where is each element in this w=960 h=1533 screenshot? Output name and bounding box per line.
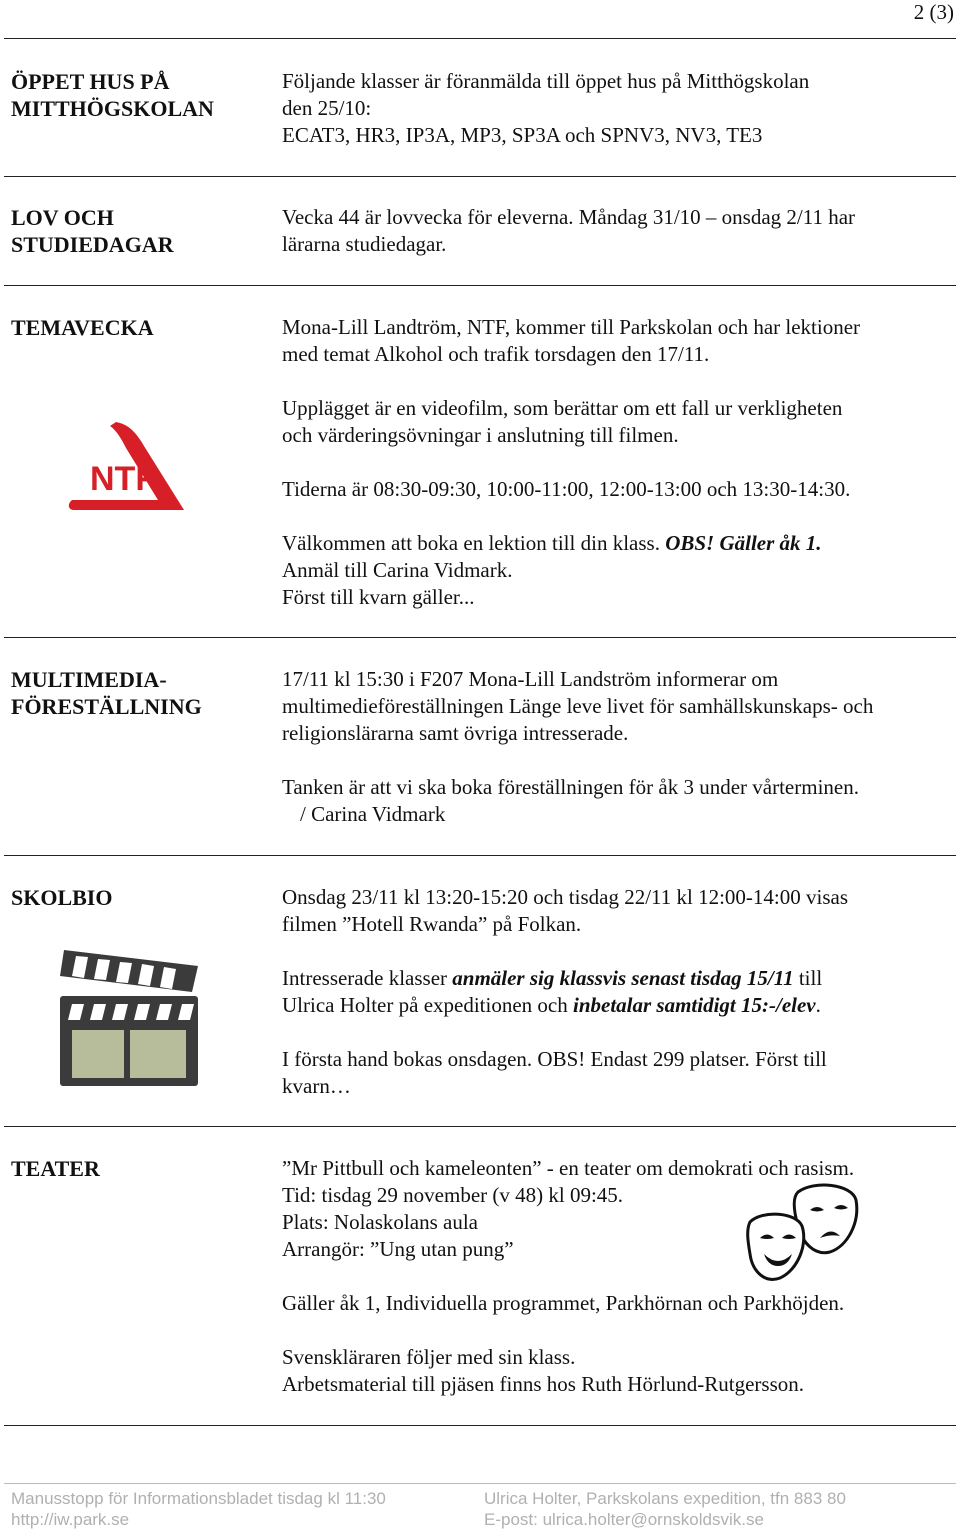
page-number: 2 (3)	[913, 0, 954, 24]
section-divider	[4, 1425, 956, 1426]
heading-oppet-hus: ÖPPET HUS PÅ MITTHÖGSKOLAN	[11, 69, 214, 121]
footer-right: Ulrica Holter, Parkskolans expedition, tfn 883 80 E-post: ulrica.holter@ornskoldsvik.se	[484, 1489, 846, 1529]
heading-multimedia: MULTIMEDIA- FÖRESTÄLLNING	[11, 667, 202, 719]
footer-left: Manusstopp för Informationsbladet tisdag kl 11:30 http://iw.park.se	[11, 1489, 386, 1529]
footer-url-link[interactable]: http://iw.park.se	[11, 1510, 130, 1529]
top-rule	[4, 38, 956, 39]
section-divider	[4, 285, 956, 286]
clapperboard-icon	[58, 942, 202, 1088]
ntf-logo-text: NTF	[90, 460, 157, 498]
heading-lov: LOV OCH STUDIEDAGAR	[11, 205, 174, 257]
heading-temavecka: TEMAVECKA	[11, 315, 154, 340]
section-divider	[4, 1126, 956, 1127]
footer-rule	[4, 1483, 956, 1484]
section-divider	[4, 176, 956, 177]
text-lov: Vecka 44 är lovvecka för eleverna. Måndag 31/10 – onsdag 2/11 har lärarna studiedagar.	[282, 205, 856, 256]
text-oppet-hus: Följande klasser är föranmälda till öppet hus på Mitthögskolan den 25/10: ECAT3, HR3, IP3A, MP3, SP3A och SPNV3, NV3, TE3	[282, 69, 810, 147]
footer-email-link[interactable]: E-post: ulrica.holter@ornskoldsvik.se	[484, 1510, 764, 1529]
section-divider	[4, 637, 956, 638]
text-teater: ”Mr Pittbull och kameleonten” - en teater om demokrati och rasism. Tid: tisdag 29 november (v 48) kl 09:45. Plats: Nolaskolans aula Arrangör: ”Ung utan pung” Gäller åk 1, Individuella programmet, Parkhörnan och Parkhöjden. Svenskläraren följer med sin klass. Arbetsmaterial till pjäsen finns hos Ruth Hörlund-Rutgersson.	[282, 1156, 855, 1396]
section-divider	[4, 855, 956, 856]
text-temavecka: Mona-Lill Landtröm, NTF, kommer till Parkskolan och har lektioner med temat Alkohol och trafik torsdagen den 17/11. Upplägget är en videofilm, som berättar om ett fall ur verkligheten och värderingsövningar i anslutning till filmen. Tiderna är 08:30-09:30, 10:00-11:00, 12:00-13:00 och 13:30-14:30. Välkommen att boka en lektion till din klass. OBS! Gäller åk 1. Anmäl till Carina Vidmark. Först till kvarn gäller...	[282, 315, 861, 609]
theater-masks-icon	[744, 1182, 862, 1286]
ntf-logo-icon	[66, 418, 186, 518]
heading-teater: TEATER	[11, 1156, 100, 1181]
heading-skolbio: SKOLBIO	[11, 885, 113, 910]
text-multimedia: 17/11 kl 15:30 i F207 Mona-Lill Landström informerar om multimedieföreställningen Länge leve livet för samhällskunskaps- och religionslärarna samt övriga intresserade. Tanken är att vi ska boka föreställningen för åk 3 under vårterminen. / Carina Vidmark	[282, 667, 874, 826]
text-skolbio: Onsdag 23/11 kl 13:20-15:20 och tisdag 22/11 kl 12:00-14:00 visas filmen ”Hotell Rwanda” på Folkan. Intresserade klasser anmäler sig klassvis senast tisdag 15/11 till Ulrica Holter på expeditionen och inbetalar samtidigt 15:-/elev. I första hand bokas onsdagen. OBS! Endast 299 platser. Först till kvarn…	[282, 885, 848, 1098]
